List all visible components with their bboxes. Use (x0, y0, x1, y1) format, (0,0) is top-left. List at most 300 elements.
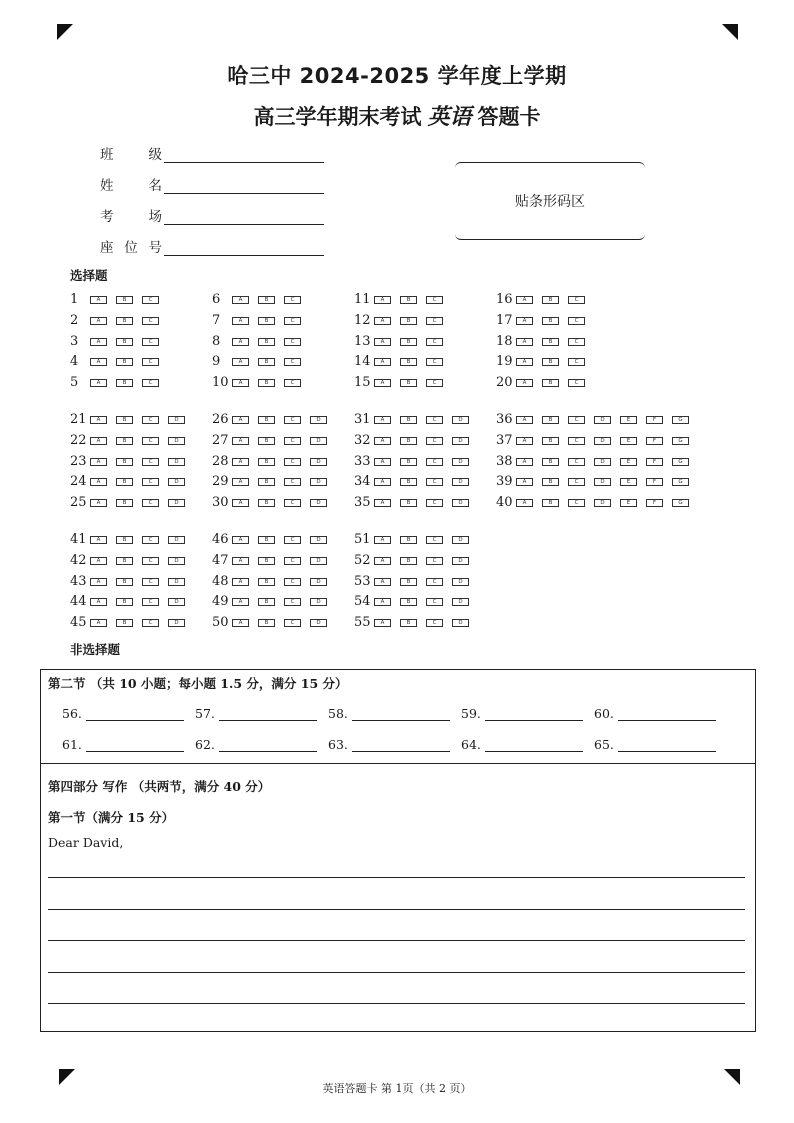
answer-bubble-40-e[interactable]: E (620, 499, 637, 507)
answer-bubble-7-b[interactable]: B (258, 317, 275, 325)
answer-bubble-13-c[interactable]: C (426, 338, 443, 346)
answer-bubble-54-a[interactable]: A (374, 598, 391, 606)
answer-bubble-55-b[interactable]: B (400, 619, 417, 627)
question-number: 34 (354, 474, 371, 490)
info-label-class: 班 级 (100, 147, 162, 163)
answer-bubble-15-c[interactable]: C (426, 379, 443, 387)
answer-bubble-21-c[interactable]: C (142, 416, 159, 424)
blank-number: 61. (62, 737, 82, 752)
blank-line-62[interactable] (219, 739, 317, 752)
answer-bubble-29-c[interactable]: C (284, 478, 301, 486)
answer-bubble-51-c[interactable]: C (426, 536, 443, 544)
answer-bubble-8-c[interactable]: C (284, 338, 301, 346)
question-number: 47 (212, 552, 229, 568)
answer-bubble-38-c[interactable]: C (568, 458, 585, 466)
answer-bubble-42-d[interactable]: D (168, 557, 185, 565)
answer-bubble-24-a[interactable]: A (90, 478, 107, 486)
answer-bubble-37-e[interactable]: E (620, 437, 637, 445)
answer-bubble-3-c[interactable]: C (142, 338, 159, 346)
question-number: 22 (70, 432, 87, 448)
answer-bubble-23-c[interactable]: C (142, 458, 159, 466)
answer-bubble-49-a[interactable]: A (232, 598, 249, 606)
answer-bubble-9-a[interactable]: A (232, 358, 249, 366)
answer-bubble-50-d[interactable]: D (310, 619, 327, 627)
answer-bubble-53-d[interactable]: D (452, 578, 469, 586)
question-number: 1 (70, 292, 79, 307)
answer-bubble-25-c[interactable]: C (142, 499, 159, 507)
blank-57 (195, 706, 317, 721)
answer-bubble-30-a[interactable]: A (232, 499, 249, 507)
answer-bubble-39-e[interactable]: E (620, 478, 637, 486)
question-number: 52 (354, 552, 371, 568)
question-number: 38 (496, 453, 513, 469)
writing-line[interactable] (48, 909, 745, 910)
blank-line-58[interactable] (352, 708, 450, 721)
blank-63 (328, 737, 450, 752)
blank-number: 56. (62, 706, 82, 721)
answer-bubble-39-a[interactable]: A (516, 478, 533, 486)
blank-number: 58. (328, 706, 348, 721)
answer-bubble-36-g[interactable]: G (672, 416, 689, 424)
answer-bubble-36-e[interactable]: E (620, 416, 637, 424)
answer-bubble-40-d[interactable]: D (594, 499, 611, 507)
answer-bubble-10-c[interactable]: C (284, 379, 301, 387)
answer-bubble-8-b[interactable]: B (258, 338, 275, 346)
blank-number: 62. (195, 737, 215, 752)
question-number: 33 (354, 453, 371, 469)
answer-bubble-32-d[interactable]: D (452, 437, 469, 445)
question-number: 19 (496, 354, 513, 370)
blank-line-56[interactable] (86, 708, 184, 721)
answer-bubble-18-b[interactable]: B (542, 338, 559, 346)
answer-bubble-14-b[interactable]: B (400, 358, 417, 366)
answer-bubble-48-b[interactable]: B (258, 578, 275, 586)
answer-bubble-42-a[interactable]: A (90, 557, 107, 565)
answer-bubble-29-b[interactable]: B (258, 478, 275, 486)
writing-line[interactable] (48, 972, 745, 973)
answer-bubble-1-a[interactable]: A (90, 296, 107, 304)
blank-line-57[interactable] (219, 708, 317, 721)
non-choice-heading: 非选择题 (70, 642, 121, 657)
info-label-name: 姓 名 (100, 178, 162, 194)
answer-bubble-3-a[interactable]: A (90, 338, 107, 346)
answer-bubble-35-c[interactable]: C (426, 499, 443, 507)
answer-bubble-21-b[interactable]: B (116, 416, 133, 424)
blank-number: 60. (594, 706, 614, 721)
question-number: 10 (212, 375, 229, 391)
answer-bubble-24-d[interactable]: D (168, 478, 185, 486)
answer-bubble-35-b[interactable]: B (400, 499, 417, 507)
answer-bubble-43-a[interactable]: A (90, 578, 107, 586)
answer-bubble-52-c[interactable]: C (426, 557, 443, 565)
multiple-choice-heading: 选择题 (70, 268, 108, 283)
blank-line-61[interactable] (86, 739, 184, 752)
answer-bubble-38-a[interactable]: A (516, 458, 533, 466)
blank-62 (195, 737, 317, 752)
answer-bubble-49-d[interactable]: D (310, 598, 327, 606)
answer-bubble-6-c[interactable]: C (284, 296, 301, 304)
answer-bubble-53-a[interactable]: A (374, 578, 391, 586)
answer-bubble-45-d[interactable]: D (168, 619, 185, 627)
question-number: 9 (212, 354, 221, 370)
answer-bubble-48-d[interactable]: D (310, 578, 327, 586)
blank-line-63[interactable] (352, 739, 450, 752)
answer-bubble-33-d[interactable]: D (452, 458, 469, 466)
answer-bubble-40-b[interactable]: B (542, 499, 559, 507)
question-number: 12 (354, 312, 371, 328)
answer-bubble-31-b[interactable]: B (400, 416, 417, 424)
answer-bubble-46-b[interactable]: B (258, 536, 275, 544)
answer-bubble-18-a[interactable]: A (516, 338, 533, 346)
writing-line[interactable] (48, 1003, 745, 1004)
answer-bubble-17-a[interactable]: A (516, 317, 533, 325)
answer-bubble-36-a[interactable]: A (516, 416, 533, 424)
question-number: 23 (70, 453, 87, 469)
answer-bubble-2-a[interactable]: A (90, 317, 107, 325)
answer-bubble-37-g[interactable]: G (672, 437, 689, 445)
answer-bubble-7-c[interactable]: C (284, 317, 301, 325)
blank-line-60[interactable] (618, 708, 716, 721)
answer-bubble-4-b[interactable]: B (116, 358, 133, 366)
question-number: 17 (496, 312, 513, 328)
blank-64 (461, 737, 583, 752)
answer-bubble-46-a[interactable]: A (232, 536, 249, 544)
letter-salutation: Dear David, (48, 835, 124, 850)
question-number: 48 (212, 573, 229, 589)
answer-bubble-41-b[interactable]: B (116, 536, 133, 544)
answer-bubble-28-c[interactable]: C (284, 458, 301, 466)
question-number: 43 (70, 573, 87, 589)
answer-bubble-39-f[interactable]: F (646, 478, 663, 486)
answer-bubble-10-a[interactable]: A (232, 379, 249, 387)
answer-bubble-36-b[interactable]: B (542, 416, 559, 424)
answer-bubble-51-b[interactable]: B (400, 536, 417, 544)
question-number: 15 (354, 375, 371, 391)
section1-title: 第一节（满分 15 分） (48, 810, 175, 825)
answer-bubble-12-a[interactable]: A (374, 317, 391, 325)
answer-bubble-22-c[interactable]: C (142, 437, 159, 445)
answer-bubble-47-c[interactable]: C (284, 557, 301, 565)
answer-bubble-30-b[interactable]: B (258, 499, 275, 507)
answer-bubble-20-c[interactable]: C (568, 379, 585, 387)
answer-bubble-37-c[interactable]: C (568, 437, 585, 445)
answer-bubble-46-c[interactable]: C (284, 536, 301, 544)
answer-bubble-39-d[interactable]: D (594, 478, 611, 486)
answer-bubble-15-a[interactable]: A (374, 379, 391, 387)
answer-bubble-6-a[interactable]: A (232, 296, 249, 304)
answer-bubble-50-a[interactable]: A (232, 619, 249, 627)
answer-bubble-48-c[interactable]: C (284, 578, 301, 586)
answer-bubble-28-d[interactable]: D (310, 458, 327, 466)
answer-bubble-43-c[interactable]: C (142, 578, 159, 586)
answer-bubble-52-d[interactable]: D (452, 557, 469, 565)
answer-bubble-13-b[interactable]: B (400, 338, 417, 346)
writing-line[interactable] (48, 877, 745, 878)
answer-bubble-22-d[interactable]: D (168, 437, 185, 445)
title-subject: 英语 (427, 104, 472, 130)
answer-bubble-22-a[interactable]: A (90, 437, 107, 445)
answer-bubble-49-b[interactable]: B (258, 598, 275, 606)
question-number: 7 (212, 312, 221, 328)
answer-bubble-48-a[interactable]: A (232, 578, 249, 586)
question-number: 18 (496, 333, 513, 349)
question-number: 49 (212, 594, 229, 610)
question-number: 4 (70, 354, 79, 370)
blank-line-59[interactable] (485, 708, 583, 721)
answer-bubble-16-c[interactable]: C (568, 296, 585, 304)
answer-bubble-19-a[interactable]: A (516, 358, 533, 366)
answer-bubble-28-b[interactable]: B (258, 458, 275, 466)
question-number: 30 (212, 495, 229, 511)
answer-bubble-55-c[interactable]: C (426, 619, 443, 627)
info-label-exam-room: 考 场 (100, 209, 162, 225)
answer-bubble-11-c[interactable]: C (426, 296, 443, 304)
answer-bubble-25-a[interactable]: A (90, 499, 107, 507)
part4-title: 第四部分 写作 （共两节，满分 40 分） (48, 779, 271, 794)
answer-bubble-47-b[interactable]: B (258, 557, 275, 565)
answer-bubble-39-b[interactable]: B (542, 478, 559, 486)
answer-bubble-53-c[interactable]: C (426, 578, 443, 586)
answer-bubble-10-b[interactable]: B (258, 379, 275, 387)
answer-bubble-21-d[interactable]: D (168, 416, 185, 424)
blank-number: 65. (594, 737, 614, 752)
answer-bubble-1-b[interactable]: B (116, 296, 133, 304)
answer-bubble-44-b[interactable]: B (116, 598, 133, 606)
question-number: 24 (70, 474, 87, 490)
answer-bubble-51-d[interactable]: D (452, 536, 469, 544)
answer-bubble-41-c[interactable]: C (142, 536, 159, 544)
writing-line[interactable] (48, 940, 745, 941)
answer-bubble-12-c[interactable]: C (426, 317, 443, 325)
answer-bubble-14-c[interactable]: C (426, 358, 443, 366)
answer-bubble-29-a[interactable]: A (232, 478, 249, 486)
answer-bubble-33-a[interactable]: A (374, 458, 391, 466)
answer-bubble-23-d[interactable]: D (168, 458, 185, 466)
answer-bubble-40-f[interactable]: F (646, 499, 663, 507)
answer-bubble-29-d[interactable]: D (310, 478, 327, 486)
answer-bubble-34-b[interactable]: B (400, 478, 417, 486)
answer-bubble-34-d[interactable]: D (452, 478, 469, 486)
answer-bubble-41-d[interactable]: D (168, 536, 185, 544)
answer-bubble-50-c[interactable]: C (284, 619, 301, 627)
answer-bubble-5-c[interactable]: C (142, 379, 159, 387)
question-number: 20 (496, 375, 513, 391)
answer-bubble-36-f[interactable]: F (646, 416, 663, 424)
answer-bubble-40-c[interactable]: C (568, 499, 585, 507)
blank-number: 59. (461, 706, 481, 721)
answer-bubble-31-a[interactable]: A (374, 416, 391, 424)
answer-bubble-24-b[interactable]: B (116, 478, 133, 486)
question-number: 55 (354, 615, 371, 631)
answer-bubble-47-d[interactable]: D (310, 557, 327, 565)
answer-bubble-31-c[interactable]: C (426, 416, 443, 424)
answer-bubble-45-c[interactable]: C (142, 619, 159, 627)
answer-bubble-50-b[interactable]: B (258, 619, 275, 627)
answer-bubble-42-c[interactable]: C (142, 557, 159, 565)
answer-bubble-5-a[interactable]: A (90, 379, 107, 387)
answer-bubble-34-a[interactable]: A (374, 478, 391, 486)
blank-number: 64. (461, 737, 481, 752)
answer-bubble-53-b[interactable]: B (400, 578, 417, 586)
answer-bubble-1-c[interactable]: C (142, 296, 159, 304)
answer-bubble-37-a[interactable]: A (516, 437, 533, 445)
answer-bubble-4-c[interactable]: C (142, 358, 159, 366)
answer-bubble-7-a[interactable]: A (232, 317, 249, 325)
answer-bubble-17-c[interactable]: C (568, 317, 585, 325)
answer-bubble-33-c[interactable]: C (426, 458, 443, 466)
answer-bubble-22-b[interactable]: B (116, 437, 133, 445)
answer-bubble-25-b[interactable]: B (116, 499, 133, 507)
answer-bubble-2-c[interactable]: C (142, 317, 159, 325)
answer-bubble-37-f[interactable]: F (646, 437, 663, 445)
answer-bubble-20-a[interactable]: A (516, 379, 533, 387)
blank-60 (594, 706, 716, 721)
answer-bubble-20-b[interactable]: B (542, 379, 559, 387)
answer-bubble-27-a[interactable]: A (232, 437, 249, 445)
answer-bubble-13-a[interactable]: A (374, 338, 391, 346)
answer-bubble-26-a[interactable]: A (232, 416, 249, 424)
answer-bubble-55-a[interactable]: A (374, 619, 391, 627)
blank-56 (62, 706, 184, 721)
question-number: 5 (70, 375, 79, 391)
answer-bubble-9-b[interactable]: B (258, 358, 275, 366)
answer-bubble-32-a[interactable]: A (374, 437, 391, 445)
answer-bubble-16-b[interactable]: B (542, 296, 559, 304)
answer-bubble-54-d[interactable]: D (452, 598, 469, 606)
answer-bubble-36-c[interactable]: C (568, 416, 585, 424)
answer-bubble-6-b[interactable]: B (258, 296, 275, 304)
answer-bubble-35-a[interactable]: A (374, 499, 391, 507)
answer-bubble-24-c[interactable]: C (142, 478, 159, 486)
answer-bubble-54-c[interactable]: C (426, 598, 443, 606)
question-number: 39 (496, 474, 513, 490)
blank-number: 63. (328, 737, 348, 752)
answer-bubble-51-a[interactable]: A (374, 536, 391, 544)
answer-bubble-21-a[interactable]: A (90, 416, 107, 424)
answer-bubble-30-d[interactable]: D (310, 499, 327, 507)
answer-bubble-44-c[interactable]: C (142, 598, 159, 606)
question-number: 31 (354, 412, 371, 427)
question-number: 53 (354, 573, 371, 589)
answer-bubble-52-a[interactable]: A (374, 557, 391, 565)
answer-bubble-11-b[interactable]: B (400, 296, 417, 304)
blank-line-64[interactable] (485, 739, 583, 752)
answer-bubble-26-b[interactable]: B (258, 416, 275, 424)
answer-bubble-37-b[interactable]: B (542, 437, 559, 445)
part2-title: 第二节 （共 10 小题；每小题 1.5 分，满分 15 分） (48, 676, 348, 691)
answer-bubble-30-c[interactable]: C (284, 499, 301, 507)
answer-bubble-43-b[interactable]: B (116, 578, 133, 586)
blank-number: 57. (195, 706, 215, 721)
answer-bubble-27-b[interactable]: B (258, 437, 275, 445)
title-line-1: 哈三中 2024-2025 学年度上学期 (227, 64, 567, 88)
answer-bubble-33-b[interactable]: B (400, 458, 417, 466)
question-number: 13 (354, 333, 371, 349)
blank-65 (594, 737, 716, 752)
answer-bubble-35-d[interactable]: D (452, 499, 469, 507)
answer-bubble-14-a[interactable]: A (374, 358, 391, 366)
question-number: 50 (212, 615, 229, 631)
answer-bubble-26-d[interactable]: D (310, 416, 327, 424)
answer-bubble-44-a[interactable]: A (90, 598, 107, 606)
answer-bubble-17-b[interactable]: B (542, 317, 559, 325)
answer-bubble-36-d[interactable]: D (594, 416, 611, 424)
answer-bubble-52-b[interactable]: B (400, 557, 417, 565)
answer-bubble-11-a[interactable]: A (374, 296, 391, 304)
answer-bubble-46-d[interactable]: D (310, 536, 327, 544)
answer-bubble-47-a[interactable]: A (232, 557, 249, 565)
question-number: 42 (70, 552, 87, 568)
answer-bubble-41-a[interactable]: A (90, 536, 107, 544)
answer-bubble-38-f[interactable]: F (646, 458, 663, 466)
answer-bubble-49-c[interactable]: C (284, 598, 301, 606)
blank-line-65[interactable] (618, 739, 716, 752)
question-number: 14 (354, 354, 371, 370)
answer-bubble-3-b[interactable]: B (116, 338, 133, 346)
answer-bubble-43-d[interactable]: D (168, 578, 185, 586)
answer-bubble-8-a[interactable]: A (232, 338, 249, 346)
answer-bubble-55-d[interactable]: D (452, 619, 469, 627)
answer-bubble-16-a[interactable]: A (516, 296, 533, 304)
answer-bubble-32-c[interactable]: C (426, 437, 443, 445)
answer-bubble-32-b[interactable]: B (400, 437, 417, 445)
answer-bubble-23-b[interactable]: B (116, 458, 133, 466)
answer-bubble-19-c[interactable]: C (568, 358, 585, 366)
answer-bubble-28-a[interactable]: A (232, 458, 249, 466)
question-number: 25 (70, 495, 87, 511)
answer-bubble-5-b[interactable]: B (116, 379, 133, 387)
question-number: 35 (354, 495, 371, 511)
answer-bubble-45-a[interactable]: A (90, 619, 107, 627)
answer-bubble-45-b[interactable]: B (116, 619, 133, 627)
question-number: 11 (354, 292, 371, 307)
answer-bubble-31-d[interactable]: D (452, 416, 469, 424)
question-number: 16 (496, 292, 513, 307)
question-number: 26 (212, 412, 229, 427)
answer-bubble-54-b[interactable]: B (400, 598, 417, 606)
answer-bubble-23-a[interactable]: A (90, 458, 107, 466)
answer-bubble-38-e[interactable]: E (620, 458, 637, 466)
answer-bubble-42-b[interactable]: B (116, 557, 133, 565)
answer-bubble-39-c[interactable]: C (568, 478, 585, 486)
answer-bubble-12-b[interactable]: B (400, 317, 417, 325)
answer-bubble-9-c[interactable]: C (284, 358, 301, 366)
answer-bubble-15-b[interactable]: B (400, 379, 417, 387)
answer-bubble-18-c[interactable]: C (568, 338, 585, 346)
answer-bubble-40-g[interactable]: G (672, 499, 689, 507)
answer-bubble-19-b[interactable]: B (542, 358, 559, 366)
answer-bubble-25-d[interactable]: D (168, 499, 185, 507)
answer-bubble-40-a[interactable]: A (516, 499, 533, 507)
title-prefix: 高三学年期末考试 (253, 105, 422, 129)
blank-59 (461, 706, 583, 721)
answer-bubble-37-d[interactable]: D (594, 437, 611, 445)
answer-bubble-38-g[interactable]: G (672, 458, 689, 466)
answer-bubble-38-d[interactable]: D (594, 458, 611, 466)
answer-bubble-38-b[interactable]: B (542, 458, 559, 466)
answer-bubble-4-a[interactable]: A (90, 358, 107, 366)
answer-bubble-27-d[interactable]: D (310, 437, 327, 445)
answer-bubble-39-g[interactable]: G (672, 478, 689, 486)
answer-bubble-44-d[interactable]: D (168, 598, 185, 606)
question-number: 27 (212, 432, 229, 448)
question-number: 2 (70, 312, 79, 328)
answer-bubble-27-c[interactable]: C (284, 437, 301, 445)
answer-bubble-26-c[interactable]: C (284, 416, 301, 424)
answer-bubble-34-c[interactable]: C (426, 478, 443, 486)
answer-bubble-2-b[interactable]: B (116, 317, 133, 325)
question-number: 29 (212, 474, 229, 490)
